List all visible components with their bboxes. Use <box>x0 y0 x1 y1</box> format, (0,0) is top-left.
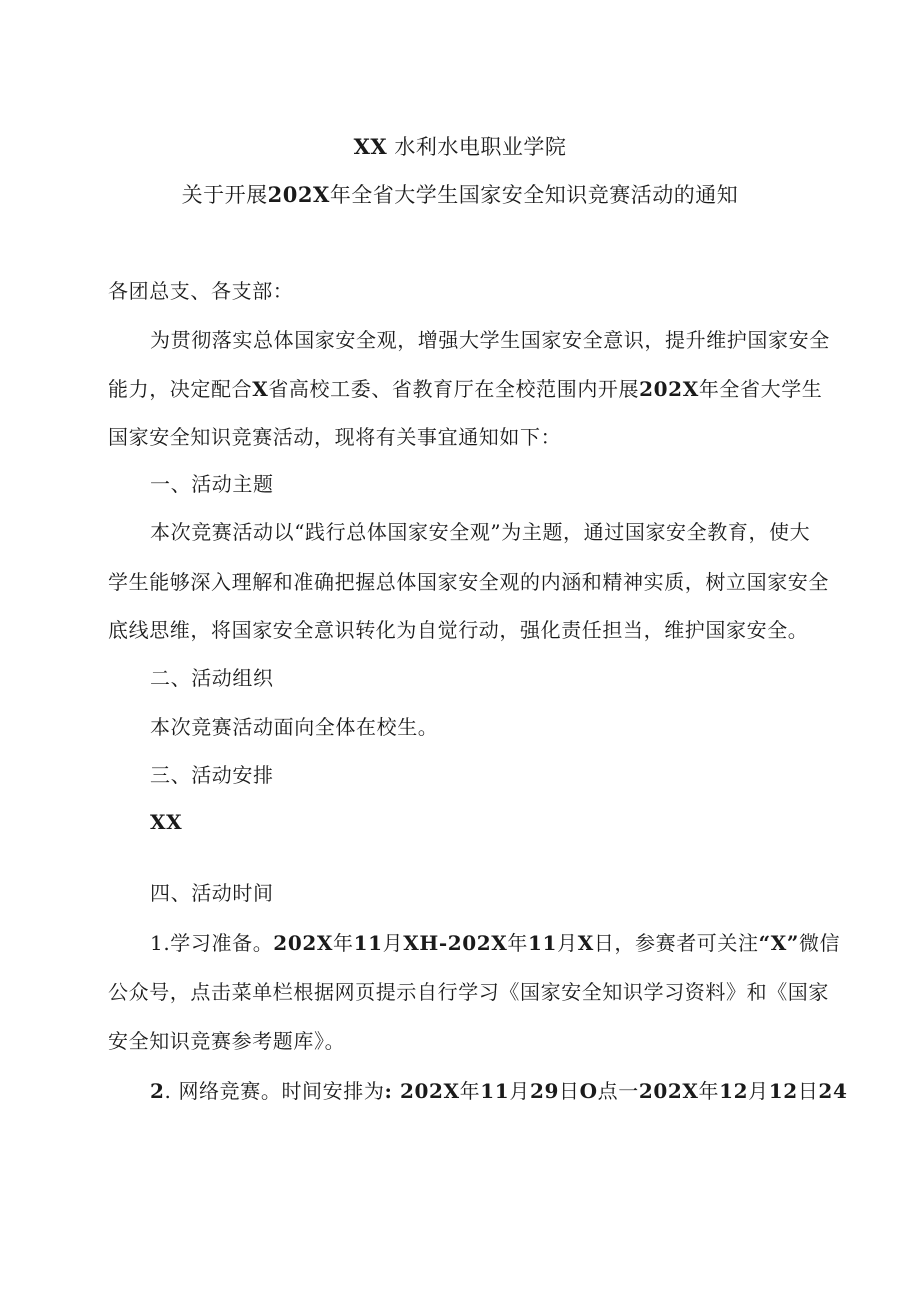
section-3-heading: 三、活动安排 <box>150 763 274 787</box>
title-pre: 关于开展 <box>181 183 268 207</box>
intro-line-3: 国家安全知识竞赛活动，现将有关事宜通知如下： <box>108 425 562 449</box>
section-2-heading: 二、活动组织 <box>150 666 274 690</box>
section-2-line-1: 本次竞赛活动面向全体在校生。 <box>150 715 439 739</box>
intro-line-1: 为贯彻落实总体国家安全观，增强大学生国家安全意识，提升维护国家安全 <box>150 328 830 352</box>
section-1-line-3: 底线思维，将国家安全意识转化为自觉行动，强化责任担当，维护国家安全。 <box>108 618 809 642</box>
section-4-item-2-line-1: 2. 网络竞赛。时间安排为: 202X年11月29日O点一202X年12月12日24 <box>150 1079 848 1103</box>
section-3-line-1: XX <box>150 810 183 834</box>
section-4-item-1-line-1: 1.学习准备。202X年11月XH-202X年11月X日，参赛者可关注“X”微信 <box>150 931 841 955</box>
section-1-line-1: 本次竞赛活动以“践行总体国家安全观”为主题，通过国家安全教育，使大 <box>150 520 811 544</box>
section-4-item-1-line-3: 安全知识竞赛参考题库》。 <box>108 1029 346 1053</box>
document-title-notice <box>0 179 920 209</box>
section-4-item-1-line-2: 公众号，点击菜单栏根据网页提示自行学习《国家安全知识学习资料》和《国家 <box>108 980 829 1004</box>
section-1-line-2: 学生能够深入理解和准确把握总体国家安全观的内涵和精神实质，树立国家安全 <box>108 570 829 594</box>
section-4-heading: 四、活动时间 <box>150 881 274 905</box>
salutation: 各团总支、各支部： <box>108 279 294 303</box>
intro-line-2: 能力，决定配合X省高校工委、省教育厅在全校范围内开展202X年全省大学生 <box>108 377 823 401</box>
school-name: 水利水电职业学院 <box>394 135 567 159</box>
school-code: XX <box>353 134 388 159</box>
title-post: 年全省大学生国家安全知识竞赛活动的通知 <box>329 183 739 207</box>
section-1-heading: 一、活动主题 <box>150 472 274 496</box>
document-title-school <box>0 131 920 161</box>
title-year: 202X <box>267 182 330 207</box>
